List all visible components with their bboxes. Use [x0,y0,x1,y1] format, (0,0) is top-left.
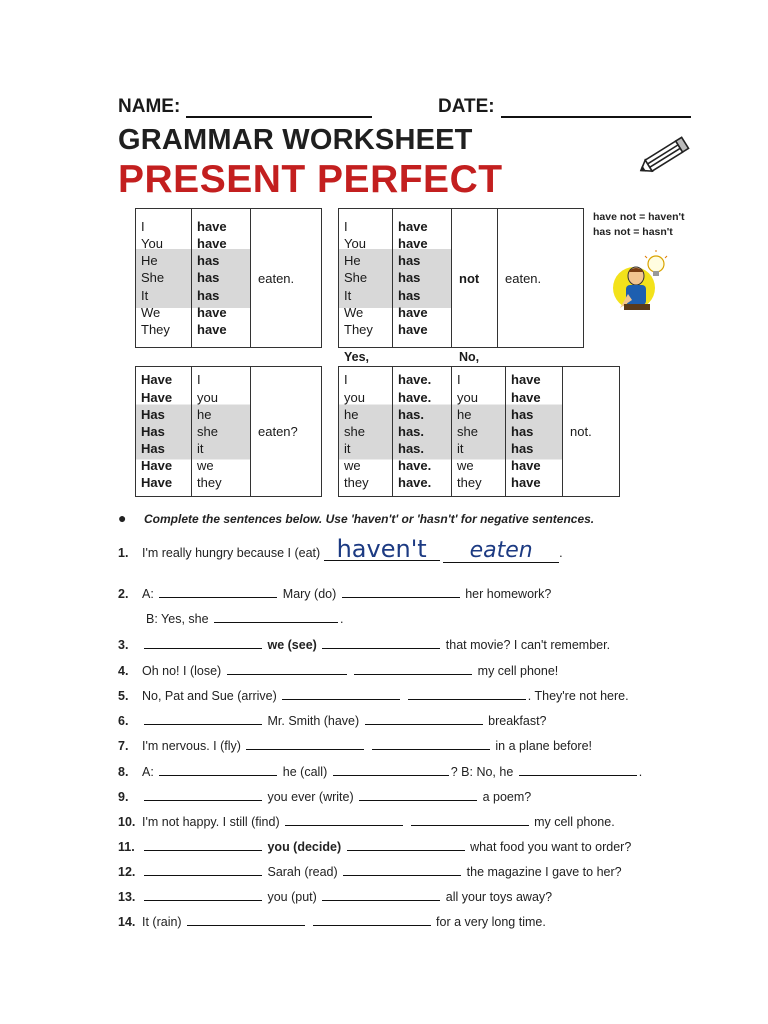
exercise-number: 14. [118,915,136,929]
subject-cell: It [344,287,352,303]
name-blank[interactable] [186,98,372,118]
aux-cell: have [197,304,227,320]
exercise-prompt: I'm not happy. I still (find) [142,815,280,829]
subject-cell: she [457,423,478,439]
subject-cell: You [141,236,163,252]
aux-cell: Have [141,389,173,405]
answer-blank[interactable] [354,661,472,675]
exercise-number: 10. [118,815,136,829]
answer-blank[interactable] [187,912,305,926]
exercise-1 [118,535,563,563]
aux-cell: have [197,236,227,252]
exercise-prompt: you (put) [267,890,317,904]
exercise-number: 12. [118,865,136,879]
exercise-text: ? B: No, he [450,765,514,779]
answer-blank[interactable] [342,584,460,598]
exercise-number: 7. [118,739,129,753]
subject-cell: we [457,458,474,474]
subject-cell: he [197,406,212,422]
aux-cell: has [398,287,421,303]
answer-blank[interactable] [322,887,440,901]
aux-cell: have [511,389,541,405]
exercise-number: 1. [118,546,129,560]
aux-cell: have [197,218,227,234]
verb-cell: eaten. [251,209,322,348]
no-subject-column [452,367,506,497]
exercise-11 [118,837,631,854]
worksheet-title: GRAMMAR WORKSHEET [118,124,473,156]
answer-blank[interactable] [347,837,465,851]
subject-cell: we [197,458,214,474]
exercise-2 [118,584,551,601]
exercise-number: 4. [118,664,129,678]
aux-cell: Have [141,372,173,388]
name-label: NAME: [118,96,181,117]
subject-cell: They [141,321,170,337]
exercise-text: my cell phone! [477,664,559,678]
exercise-6 [118,711,547,728]
answer-blank[interactable] [333,762,449,776]
answer-blank[interactable] [159,762,277,776]
aux-cell: have [197,321,227,337]
subject-cell: you [197,389,218,405]
aux-cell: have [398,321,428,337]
exercise-prompt: No, Pat and Sue (arrive) [142,689,277,703]
question-aux-column [136,367,192,497]
exercise-text: for a very long time. [436,915,546,929]
answer-blank[interactable] [282,686,400,700]
exercise-4 [118,661,558,678]
question-verb-cell: eaten? [251,367,322,497]
answer-blank[interactable] [411,812,529,826]
answer-blank[interactable] [144,787,262,801]
exercise-prompt: Oh no! I (lose) [142,664,222,678]
aux-cell: has. [398,406,425,422]
answer-blank[interactable] [246,736,364,750]
exercise-number: 9. [118,790,129,804]
subject-cell: they [344,475,369,491]
aux-cell: has [511,423,534,439]
subject-cell: she [344,423,365,439]
exercise-14 [118,912,546,929]
subject-cell: it [197,441,204,457]
exercise-text: . They're not here. [527,689,629,703]
subject-cell: We [344,304,364,320]
subject-cell: They [344,321,373,337]
answer-blank[interactable] [144,711,262,725]
answer-blank[interactable] [144,837,262,851]
exercise-prompt: you ever (write) [267,790,354,804]
aux-cell: have [511,372,541,388]
yes-label: Yes, [344,350,370,364]
subject-cell: We [141,304,161,320]
affirmative-table [135,208,322,348]
exercise-text: a poem? [482,790,532,804]
exercise-number: 11. [118,840,135,854]
aux-cell: Has [141,406,165,422]
name-field [118,96,372,118]
aux-cell: has. [398,423,425,439]
exercise-prompt: I'm really hungry because I (eat) [142,546,321,560]
aux-cell: Has [141,423,165,439]
aux-cell: has [511,441,534,457]
subject-column [136,209,192,348]
subject-cell: I [141,218,145,234]
no-label: No, [459,350,480,364]
date-blank[interactable] [501,98,691,118]
subject-cell: She [344,270,368,286]
thinking-person-icon [612,250,674,314]
aux-cell: have. [398,389,432,405]
question-table [135,366,322,497]
answer-blank[interactable] [372,736,490,750]
verb-cell: eaten. [498,209,584,348]
exercise-number: 8. [118,765,129,779]
aux-cell: has [511,406,534,422]
subject-cell: I [197,372,201,388]
exercise-number: 3. [118,638,129,652]
subject-cell: He [141,253,158,269]
answer-blank[interactable] [285,812,403,826]
aux-cell: has [197,270,220,286]
subject-cell: You [344,236,366,252]
answer-blank[interactable] [322,635,440,649]
subject-cell: they [197,475,222,491]
exercise-7 [118,736,592,753]
aux-cell: have [511,458,541,474]
exercise-9 [118,787,531,804]
aux-cell: has [197,253,220,269]
subject-cell: she [197,423,218,439]
exercise-text: . [340,612,344,626]
answer-blank[interactable] [227,661,347,675]
exercise-prompt: we (see) [267,638,317,652]
exercise-text: . [559,546,563,560]
no-aux-column [506,367,563,497]
auxiliary-column [393,209,452,348]
subject-column [339,209,393,348]
answer-blank[interactable] [359,787,477,801]
subject-cell: I [344,218,348,234]
exercise-text: all your toys away? [445,890,553,904]
exercise-prompt: Mary (do) [282,587,337,601]
negative-table [338,208,584,348]
exercise-text: the magazine I gave to her? [466,865,622,879]
aux-cell: have [398,304,428,320]
exercise-text: B: Yes, she [146,612,209,626]
exercise-text: . [638,765,643,779]
answer-blank[interactable] [144,887,262,901]
instruction-text: Complete the sentences below. Use 'haven't' or 'hasn't' for negative sentences. [144,512,595,526]
answer-blank[interactable] [408,686,526,700]
exercise-prompt: you (decide) [267,840,342,854]
exercise-text: A: [142,587,154,601]
pencil-icon [636,134,694,178]
answer-blank[interactable] [144,862,262,876]
aux-cell: have. [398,475,432,491]
aux-cell: have [398,218,428,234]
exercise-text: in a plane before! [495,739,592,753]
worksheet-subtitle: PRESENT PERFECT [118,158,503,201]
aux-cell: has. [398,441,425,457]
subject-cell: we [344,458,361,474]
exercise-2b [146,609,344,626]
subject-cell: it [457,441,464,457]
exercise-text: A: [142,765,154,779]
aux-cell: have. [398,458,432,474]
aux-cell: Have [141,458,173,474]
exercise-3 [118,635,610,652]
exercise-number: 13. [118,890,136,904]
answer-blank[interactable] [214,609,338,623]
answer-blank[interactable] [519,762,637,776]
exercise-12 [118,862,622,879]
short-answer-table [338,366,620,497]
exercise-13 [118,887,552,904]
aux-cell: have. [398,372,432,388]
exercise-text: her homework? [465,587,552,601]
date-label: DATE: [438,96,495,117]
subject-cell: you [457,389,478,405]
answer-blank[interactable] [159,584,277,598]
subject-cell: It [141,287,149,303]
aux-cell: Has [141,441,165,457]
exercise-text: breakfast? [488,714,547,728]
contraction-has: has not = hasn't [593,226,673,238]
exercise-prompt: I'm nervous. I (fly) [142,739,241,753]
subject-cell: I [344,372,348,388]
exercise-prompt: Mr. Smith (have) [267,714,360,728]
answer-blank[interactable] [144,635,262,649]
subject-cell: She [141,270,165,286]
aux-cell: have [398,236,428,252]
not-cell: not [452,209,498,348]
aux-cell: Have [141,475,173,491]
answer-blank[interactable] [365,711,483,725]
yes-aux-column [393,367,452,497]
aux-cell: has [398,270,421,286]
answer-blank[interactable] [313,912,431,926]
exercise-number: 5. [118,689,129,703]
subject-cell: it [344,441,351,457]
subject-cell: he [344,406,359,422]
question-subject-column [192,367,251,497]
date-field [438,96,691,118]
aux-cell: has [398,253,421,269]
handwritten-answer[interactable]: eaten [443,540,559,563]
yes-subject-column [339,367,393,497]
exercise-10 [118,812,615,829]
exercise-prompt: he (call) [282,765,328,779]
exercise-8 [118,762,642,779]
subject-cell: he [457,406,472,422]
subject-cell: you [344,389,365,405]
exercise-text: that movie? I can't remember. [445,638,611,652]
not-cell: not. [563,367,620,497]
instruction [118,510,594,526]
exercise-number: 6. [118,714,129,728]
contraction-notes [593,210,684,240]
auxiliary-column [192,209,251,348]
subject-cell: they [457,475,482,491]
exercise-5 [118,686,629,703]
exercise-number: 2. [118,587,129,601]
handwritten-answer[interactable]: haven't [324,538,440,561]
subject-cell: I [457,372,461,388]
exercise-prompt: It (rain) [142,915,182,929]
aux-cell: has [197,287,220,303]
answer-blank[interactable] [343,862,461,876]
contraction-have: have not = haven't [593,211,685,223]
aux-cell: have [511,475,541,491]
bullet-icon: ● [118,510,127,526]
exercise-prompt: Sarah (read) [267,865,338,879]
exercise-text: what food you want to order? [470,840,632,854]
exercise-text: my cell phone. [534,815,615,829]
subject-cell: He [344,253,361,269]
